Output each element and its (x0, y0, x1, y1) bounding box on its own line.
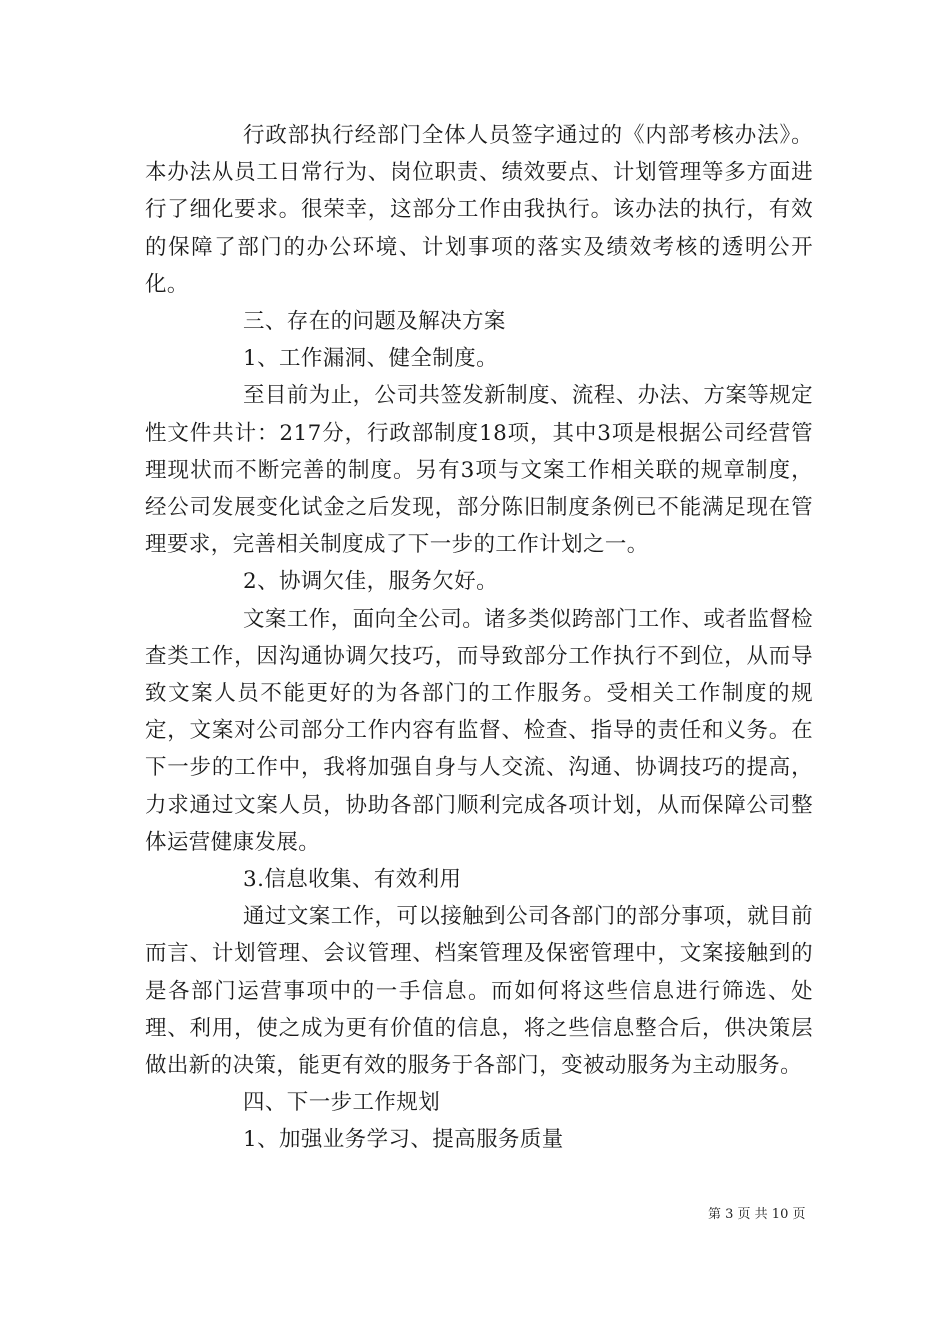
subheading-business-learning: 1、加强业务学习、提高服务质量 (243, 1127, 564, 1153)
subheading-information-collection: 3.信息收集、有效利用 (243, 867, 462, 893)
page-number-footer: 第 3 页 共 10 页 (708, 1207, 806, 1222)
section-heading-next-plan: 四、下一步工作规划 (243, 1090, 441, 1116)
subheading-coordination: 2、协调欠佳，服务欠好。 (243, 569, 498, 595)
section-heading-problems-solutions: 三、存在的问题及解决方案 (243, 309, 506, 335)
subheading-work-loopholes: 1、工作漏洞、健全制度。 (243, 346, 498, 372)
paragraph-coordination: 文案工作，面向全公司。诸多类似跨部门工作、或者监督检查类工作，因沟通协调欠技巧，而导致部分工作执行不到位，从而导致文案人员不能更好的为各部门的工作服务。受相关工作制度的规定，文案对公司部分工作内容有监督、检查、指导的责任和义务。在下一步的工作中，我将加强自身与人交流、沟通、协调技巧的提高，力求通过文案人员，协助各部门顺利完成各项计划，从而保障公司整体运营健康发展。 (145, 606, 813, 855)
paragraph-information: 通过文案工作，可以接触到公司各部门的部分事项，就目前而言、计划管理、会议管理、档案管理及保密管理中，文案接触到的是各部门运营事项中的一手信息。而如何将这些信息进行筛选、处理、利用，使之成为更有价值的信息，将之些信息整合后，供决策层做出新的决策，能更有效的服务于各部门，变被动服务为主动服务。 (145, 904, 813, 1079)
paragraph-assessment-method: 行政部执行经部门全体人员签字通过的《内部考核办法》。本办法从员工日常行为、岗位职责、绩效要点、计划管理等多方面进行了细化要求。很荣幸，这部分工作由我执行。该办法的执行，有效的保障了部门的办公环境、计划事项的落实及绩效考核的透明公开化。 (145, 123, 813, 297)
document-body (145, 117, 813, 1159)
paragraph-regulations: 至目前为止，公司共签发新制度、流程、办法、方案等规定性文件共计：217分，行政部制度18项，其中3项是根据公司经营管理现状而不断完善的制度。另有3项与文案工作相关联的规章制度，经公司发展变化试金之后发现，部分陈旧制度条例已不能满足现在管理要求，完善相关制度成了下一步的工作计划之一。 (145, 383, 813, 558)
